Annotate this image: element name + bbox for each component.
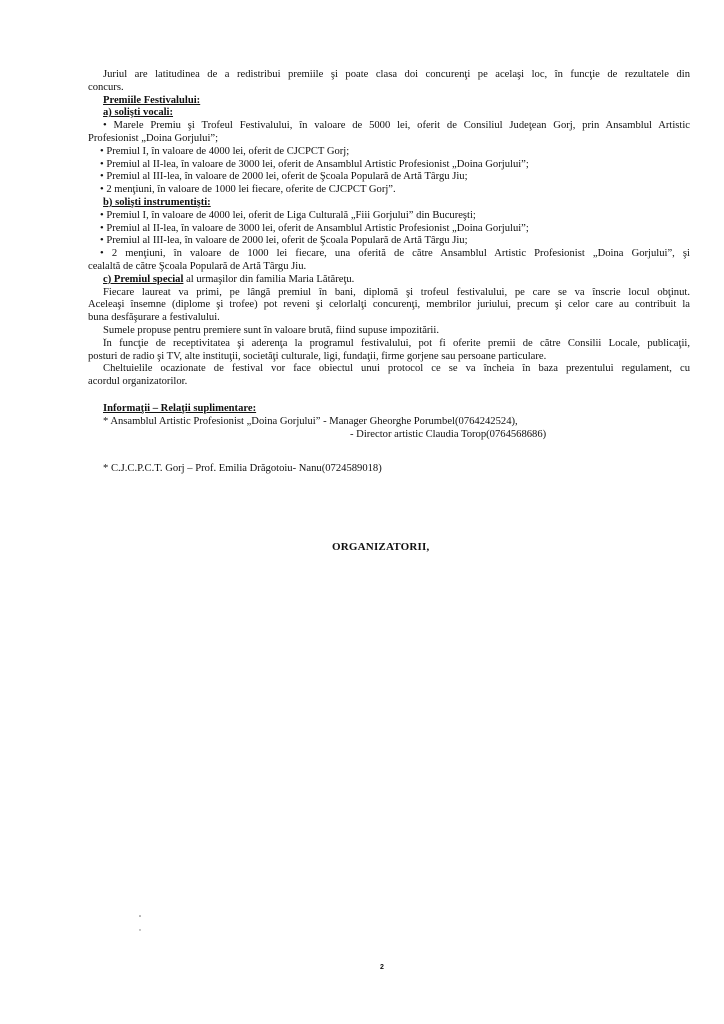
page-content — [88, 69, 690, 476]
instrumental-item-3: • Premiul al III-lea, în valoare de 2000 lei, oferit de Şcoala Populară de Artă Târgu Jiu; — [100, 235, 468, 247]
instrumental-item-1: • Premiul I, în valoare de 4000 lei, oferit de Liga Culturală „Fiii Gorjului” din Bucureşti; — [100, 209, 476, 221]
expenses-paragraph-line-1: Cheltuielile ocazionate de festival vor face obiectul unui protocol ce se va încheia în baza prezentului regulament, cu — [103, 363, 690, 375]
intro-line-1: Juriul are latitudinea de a redistribui premiile şi poate clasa doi concurenţi pe acelaşi loc, în funcţie de rezultatele din — [103, 69, 690, 80]
special-prize-heading: c) Premiul special — [103, 273, 184, 285]
contact-ansamblul: * Ansamblul Artistic Profesionist „Doina Gorjului” - Manager Gheorghe Porumbel(0764242524), — [103, 415, 518, 427]
contact-cjcpct: * C.J.C.P.C.T. Gorj – Prof. Emilia Drăgotoiu- Nanu(0724589018) — [103, 463, 382, 475]
special-prize — [88, 274, 690, 287]
instrumental-item-4-line-1: • 2 menţiuni, în valoare de 1000 lei fiecare, una oferită de către Ansamblul Artistic Profesionist „Doina Gorjului”, şi — [100, 248, 690, 260]
organizers-signature: ORGANIZATORII, — [332, 541, 430, 553]
vocal-item-1-line-2: Profesionist „Doina Gorjului”; — [88, 132, 219, 144]
special-prize-text: al urmaşilor din familia Maria Lătăreţu. — [183, 273, 355, 285]
intro-line-2: concurs. — [88, 81, 124, 93]
vocal-item-4: • Premiul al III-lea, în valoare de 2000 lei, oferit de Şcoala Populară de Artă Târgu Jiu; — [100, 171, 468, 183]
vocal-heading: a) solişti vocali: — [103, 107, 174, 119]
extra-prizes-paragraph-line-2: posturi de radio şi TV, alte instituţii, societăţi culturale, ligi, fundaţii, firme gorjene sau persoane particulare. — [88, 350, 547, 362]
gross-amount-paragraph: Sumele propuse pentru premiere sunt în valoare brută, fiind supuse impozitării. — [103, 324, 439, 336]
vocal-item-3: • Premiul al II-lea, în valoare de 3000 lei, oferit de Ansamblul Artistic Profesionist „Doina Gorjului”; — [100, 158, 529, 170]
prizes-heading: Premiile Festivalului: — [103, 94, 201, 106]
awards-paragraph-line-2: Aceleaşi însemne (diplome şi trofee) pot reveni şi celorlalţi concurenţi, membrilor juriului, precum şi celor care au contribuit la — [88, 299, 690, 311]
awards-paragraph-line-3: buna desfăşurare a festivalului. — [88, 312, 220, 324]
expenses-paragraph-line-2: acordul organizatorilor. — [88, 376, 188, 388]
page-number: 2 — [380, 964, 384, 971]
instrumental-item-2: • Premiul al II-lea, în valoare de 3000 lei, oferit de Ansamblul Artistic Profesionist „Doina Gorjului”; — [100, 222, 529, 234]
instrumental-item-4-line-2: cealaltă de către Şcoala Populară de Artă Târgu Jiu. — [88, 260, 307, 272]
vocal-item-2: • Premiul I, în valoare de 4000 lei, oferit de CJCPCT Gorj; — [100, 145, 350, 157]
awards-paragraph-line-1: Fiecare laureat va primi, pe lângă premiul în bani, diplomă şi trofeul festivalului, pe care se va înscrie locul obţinut. — [103, 286, 690, 298]
contact-director: - Director artistic Claudia Torop(0764568686) — [350, 428, 547, 440]
extra-prizes-paragraph-line-1: În funcţie de receptivitatea şi aderenţa la programul festivalului, pot fi oferite premii de către Consilii Locale, publicaţii, — [103, 337, 690, 349]
info-heading: Informaţii – Relaţii suplimentare: — [103, 402, 257, 414]
vocal-item-1-line-1: • Marele Premiu şi Trofeul Festivalului, în valoare de 5000 lei, oferit de Consiliul Judeţean Gorj, prin Ansamblul Artistic — [103, 120, 690, 132]
vocal-item-5: • 2 menţiuni, în valoare de 1000 lei fiecare, oferite de CJCPCT Gorj”. — [100, 184, 396, 196]
instrumental-heading: b) solişti instrumentişti: — [103, 196, 211, 208]
